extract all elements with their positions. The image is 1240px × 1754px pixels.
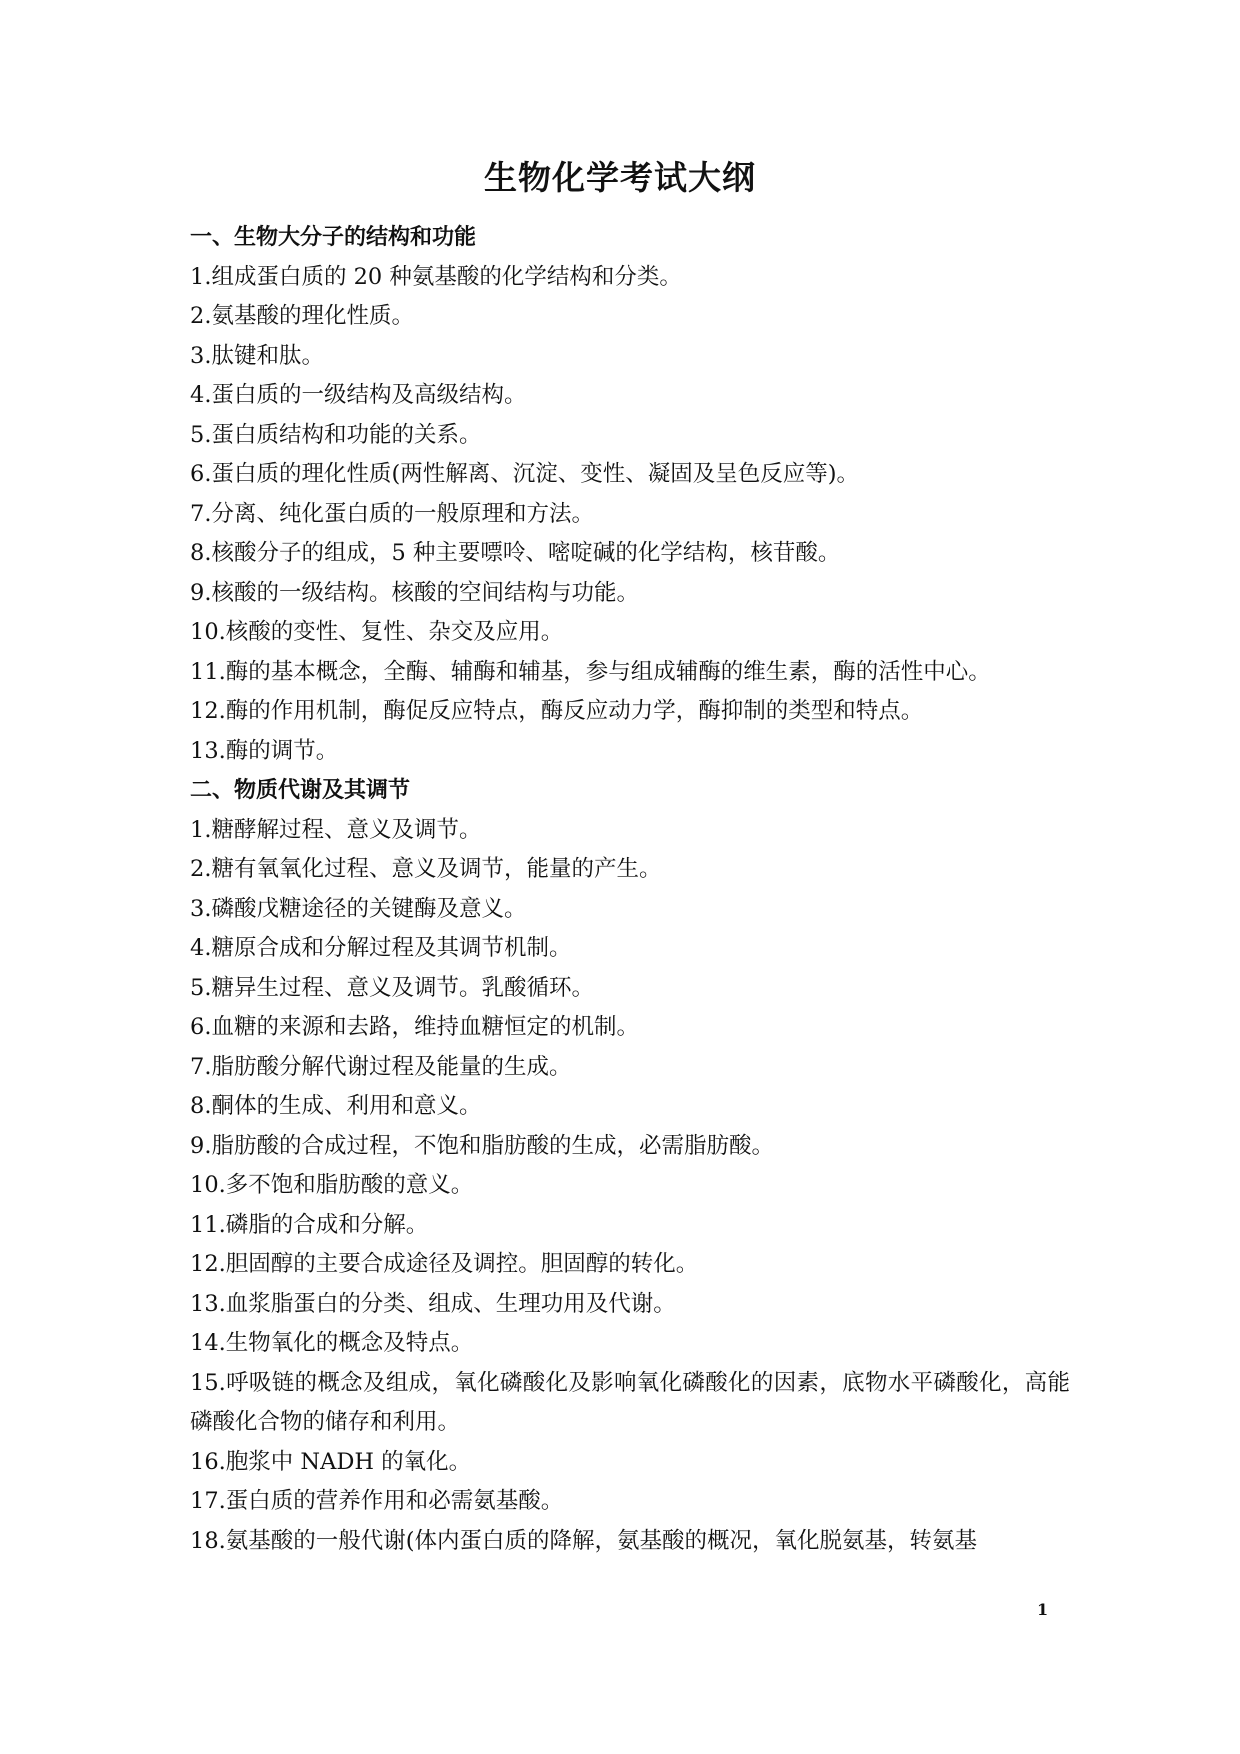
outline-item: 10.核酸的变性、复性、杂交及应用。 bbox=[190, 619, 564, 645]
outline-item: 8.酮体的生成、利用和意义。 bbox=[190, 1093, 482, 1119]
outline-item: 1.组成蛋白质的 20 种氨基酸的化学结构和分类。 bbox=[190, 263, 682, 290]
outline-item: 4.蛋白质的一级结构及高级结构。 bbox=[190, 382, 527, 408]
outline-item: 9.核酸的一级结构。核酸的空间结构与功能。 bbox=[190, 579, 639, 606]
outline-item: 9.脂肪酸的合成过程，不饱和脂肪酸的生成，必需脂肪酸。 bbox=[190, 1132, 774, 1159]
outline-item: 2.氨基酸的理化性质。 bbox=[190, 303, 414, 329]
outline-item: 2.糖有氧氧化过程、意义及调节，能量的产生。 bbox=[190, 856, 662, 882]
outline-item: 5.蛋白质结构和功能的关系。 bbox=[190, 421, 482, 448]
outline-item: 6.血糖的来源和去路，维持血糖恒定的机制。 bbox=[190, 1014, 639, 1040]
outline-item: 17.蛋白质的营养作用和必需氨基酸。 bbox=[190, 1488, 564, 1514]
outline-item: 12.胆固醇的主要合成途径及调控。胆固醇的转化。 bbox=[190, 1251, 699, 1277]
outline-item: 18.氨基酸的一般代谢(体内蛋白质的降解，氨基酸的概况，氧化脱氨基，转氨基 bbox=[190, 1527, 978, 1554]
section-heading-1: 一、生物大分子的结构和功能 bbox=[190, 225, 477, 250]
outline-item: 3.肽键和肽。 bbox=[190, 342, 324, 369]
outline-item: 8.核酸分子的组成，5 种主要嘌呤、嘧啶碱的化学结构，核苷酸。 bbox=[190, 540, 841, 566]
outline-item: 7.脂肪酸分解代谢过程及能量的生成。 bbox=[190, 1053, 572, 1080]
document-body bbox=[190, 218, 1070, 1561]
outline-item: 3.磷酸戊糖途径的关键酶及意义。 bbox=[190, 895, 527, 922]
page-number: 1 bbox=[1037, 1600, 1049, 1619]
document-title: 生物化学考试大纲 bbox=[484, 158, 756, 197]
outline-item: 11.磷脂的合成和分解。 bbox=[190, 1211, 429, 1238]
outline-item: 13.血浆脂蛋白的分类、组成、生理功用及代谢。 bbox=[190, 1290, 676, 1317]
outline-item: 16.胞浆中 NADH 的氧化。 bbox=[190, 1448, 472, 1475]
outline-item: 14.生物氧化的概念及特点。 bbox=[190, 1330, 474, 1356]
outline-item: 5.糖异生过程、意义及调节。乳酸循环。 bbox=[190, 974, 594, 1001]
section-heading-2: 二、物质代谢及其调节 bbox=[190, 778, 411, 803]
outline-item: 1.糖酵解过程、意义及调节。 bbox=[190, 816, 482, 843]
outline-item: 10.多不饱和脂肪酸的意义。 bbox=[190, 1172, 474, 1198]
outline-item: 11.酶的基本概念，全酶、辅酶和辅基，参与组成辅酶的维生素，酶的活性中心。 bbox=[190, 658, 991, 685]
outline-item: 15.呼吸链的概念及组成，氧化磷酸化及影响氧化磷酸化的因素，底物水平磷酸化，高能磷酸化合物的储存和利用。 bbox=[190, 1369, 1070, 1435]
outline-item: 6.蛋白质的理化性质(两性解离、沉淀、变性、凝固及呈色反应等)。 bbox=[190, 461, 860, 487]
outline-item: 12.酶的作用机制，酶促反应特点，酶反应动力学，酶抑制的类型和特点。 bbox=[190, 698, 924, 724]
outline-item: 4.糖原合成和分解过程及其调节机制。 bbox=[190, 935, 572, 961]
outline-item: 13.酶的调节。 bbox=[190, 737, 339, 764]
outline-item: 7.分离、纯化蛋白质的一般原理和方法。 bbox=[190, 500, 594, 527]
